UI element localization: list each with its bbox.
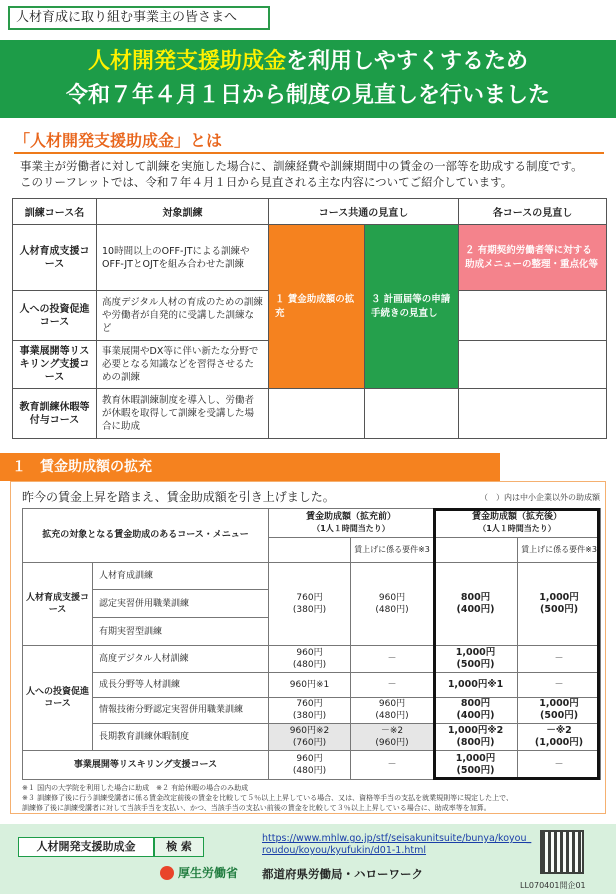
menu-cell: 高度デジタル人材訓練 — [93, 646, 269, 673]
value-cell — [269, 562, 351, 645]
course-cell: 事業展開等リスキリング支援コース — [23, 751, 269, 780]
common-change-3: ３ 計画届等の申請手続きの見直し — [365, 225, 459, 389]
value: 1,000円 — [455, 753, 496, 765]
section1-note: （ ）内は中小企業以外の助成額 — [480, 493, 600, 502]
value-cell — [269, 697, 351, 724]
value-paren: (500円) — [540, 603, 579, 615]
about-line2: このリーフレットでは、令和７年４月１日から見直される主な内容についてご紹介しています。 — [20, 175, 513, 189]
value: 960円※2 — [289, 726, 330, 737]
value-paren: (480円) — [375, 711, 409, 722]
col-before-title: 賃金助成額（拡充前） — [306, 511, 397, 522]
value: 1,000円 — [539, 591, 579, 603]
empty-cell — [365, 389, 459, 439]
empty-cell — [269, 389, 365, 439]
value: －※2 — [380, 726, 404, 737]
value-cell: － — [518, 646, 601, 673]
value-paren: (400円) — [456, 710, 495, 722]
about-text — [20, 158, 610, 190]
value-cell: － — [518, 751, 601, 780]
value-cell: － — [351, 751, 434, 780]
value-cell — [351, 697, 434, 724]
course-name: 人への投資促進コース — [13, 291, 97, 341]
value-paren: (400円) — [456, 603, 495, 615]
value-cell — [434, 697, 518, 724]
offices: 都道府県労働局・ハローワーク — [262, 867, 423, 881]
value-cell — [351, 562, 434, 645]
course-name: 事業展開等リスキリング支援コース — [13, 341, 97, 389]
value: 800円 — [460, 698, 491, 710]
search-button[interactable]: 検 索 — [154, 837, 204, 857]
empty-cell — [459, 291, 607, 341]
value-cell — [434, 751, 518, 780]
blank-subhead — [434, 537, 518, 562]
course-desc: 10時間以上のOFF-JTによる訓練やOFF-JTとOJTを組み合わせた訓練 — [97, 225, 269, 291]
value: 800円 — [460, 591, 491, 603]
value-cell — [518, 562, 601, 645]
wage-table — [22, 508, 601, 780]
ministry-logo-icon — [160, 866, 174, 880]
value-paren: (500円) — [456, 658, 495, 670]
blank-subhead — [269, 537, 351, 562]
col-before — [269, 509, 434, 538]
menu-cell: 認定実習併用職業訓練 — [93, 590, 269, 618]
value-cell — [269, 751, 351, 780]
course-cell: 人材育成支援コース — [23, 562, 93, 645]
value-paren: (480円) — [375, 604, 409, 615]
title-line1 — [0, 48, 616, 76]
title-rest: を利用しやすくするため — [286, 49, 529, 74]
menu-cell: 情報技術分野認定実習併用職業訓練 — [93, 697, 269, 724]
info-link[interactable]: https://www.mhlw.go.jp/stf/seisakunitsuite/bunya/koyou_roudou/koyou/kyufukin/d01-1.html — [262, 833, 532, 856]
title-line2: 令和７年４月１日から制度の見直しを行いました — [65, 83, 550, 108]
value-paren: (760円) — [292, 738, 327, 749]
menu-cell: 人材育成訓練 — [93, 562, 269, 590]
value: －※2 — [546, 725, 572, 737]
value: 1,000円 — [539, 698, 579, 710]
col-after-title: 賃金助成額（拡充後） — [472, 511, 563, 522]
value-cell: 1,000円※1 — [434, 672, 518, 697]
section1-title: １ 賃金助成額の拡充 — [0, 453, 500, 481]
value-paren: (380円) — [292, 711, 327, 722]
value-cell — [269, 646, 351, 673]
value-cell — [351, 724, 434, 751]
title-banner — [0, 40, 616, 118]
col-after-sub: （1人１時間当たり） — [478, 523, 556, 533]
about-title: 「人材開発支援助成金」とは — [14, 130, 604, 154]
value-cell: － — [351, 646, 434, 673]
course-desc: 事業展開やDX等に伴い新たな分野で必要となる知識などを習得させるための訓練 — [97, 341, 269, 389]
value-paren: (500円) — [540, 710, 579, 722]
value: 960円 — [296, 647, 323, 658]
value-paren: (480円) — [292, 766, 327, 777]
header-common: コース共通の見直し — [269, 199, 459, 225]
header-each: 各コースの見直し — [459, 199, 607, 225]
value-cell — [434, 562, 518, 645]
value-paren: (1,000円) — [534, 737, 584, 749]
footnote-3b: 訓練修了後に訓練受講者に対して当該手当を支払い、かつ、当該手当の支払い前後の賃金を比較して３％以上上昇している場合に、助成率等を加算。 — [22, 804, 491, 812]
header-target: 対象訓練 — [97, 199, 269, 225]
common-change-1: １ 賃金助成額の拡充 — [269, 225, 365, 389]
col-after — [434, 509, 601, 538]
footnote-1: ※１ 国内の大学院を利用した場合に助成 ※２ 有給休暇の場合のみ助成 — [22, 784, 249, 792]
value-paren: (380円) — [292, 604, 327, 615]
value-cell: － — [518, 672, 601, 697]
value: 960円 — [378, 592, 406, 603]
menu-cell: 成長分野等人材訓練 — [93, 672, 269, 697]
value-paren: (800円) — [456, 737, 495, 749]
footnotes — [22, 783, 602, 813]
value-cell — [434, 724, 518, 751]
empty-cell — [459, 389, 607, 439]
search-keyword: 人材開発支援助成金 — [18, 837, 154, 857]
section1-lead: 昨今の賃金上昇を踏まえ、賃金助成額を引き上げました。 — [22, 490, 335, 504]
menu-cell: 長期教育訓練休暇制度 — [93, 724, 269, 751]
course-name: 人材育成支援コース — [13, 225, 97, 291]
value-cell — [269, 724, 351, 751]
title-highlight: 人材開発支援助成金 — [87, 49, 286, 74]
value: 1,000円※2 — [447, 725, 504, 737]
qr-code-icon[interactable] — [540, 830, 584, 874]
course-change-2: ２ 有期契約労働者等に対する助成メニューの整理・重点化等 — [459, 225, 607, 291]
value-paren: (500円) — [456, 765, 495, 777]
audience-label: 人材育成に取り組む事業主の皆さまへ — [8, 6, 270, 30]
value-cell: 960円※1 — [269, 672, 351, 697]
empty-cell — [459, 341, 607, 389]
value-paren: (960円) — [375, 738, 409, 749]
col-wage-before: 賃上げに係る要件※3 — [351, 537, 434, 562]
value: 960円 — [378, 699, 406, 710]
leaflet-code: LL070401開企01 — [520, 881, 586, 890]
value: 760円 — [296, 592, 323, 603]
course-name: 教育訓練休暇等付与コース — [13, 389, 97, 439]
value-cell — [518, 724, 601, 751]
value: 960円 — [296, 754, 323, 765]
value: 1,000円 — [455, 646, 496, 658]
col-menu: 拡充の対象となる賃金助成のあるコース・メニュー — [23, 509, 269, 563]
overview-table — [12, 198, 607, 439]
course-cell: 人への投資促進コース — [23, 646, 93, 751]
ministry-name: 厚生労働省 — [178, 866, 239, 880]
footnote-3a: ※３ 訓練修了後に行う訓練受講者に係る賃金改定前後の賃金を比較して５％以上上昇している場合、又は、資格等手当の支払を就業規則等に規定した上で、 — [22, 794, 513, 802]
value-cell — [518, 697, 601, 724]
course-desc: 教育休暇訓練制度を導入し、労働者が休暇を取得して訓練を受講した場合に助成 — [97, 389, 269, 439]
col-before-sub: （1人１時間当たり） — [312, 523, 390, 533]
col-wage-after: 賃上げに係る要件※3 — [518, 537, 601, 562]
about-line1: 事業主が労働者に対して訓練を実施した場合に、訓練経費や訓練期間中の賃金の一部等を助成する制度です。 — [20, 159, 583, 173]
header-course: 訓練コース名 — [13, 199, 97, 225]
course-desc: 高度デジタル人材の育成のための訓練や労働者が自発的に受講した訓練など — [97, 291, 269, 341]
value-cell: － — [351, 672, 434, 697]
value-cell — [434, 646, 518, 673]
value-paren: (480円) — [292, 659, 327, 670]
value: 760円 — [296, 699, 323, 710]
menu-cell: 有期実習型訓練 — [93, 618, 269, 646]
